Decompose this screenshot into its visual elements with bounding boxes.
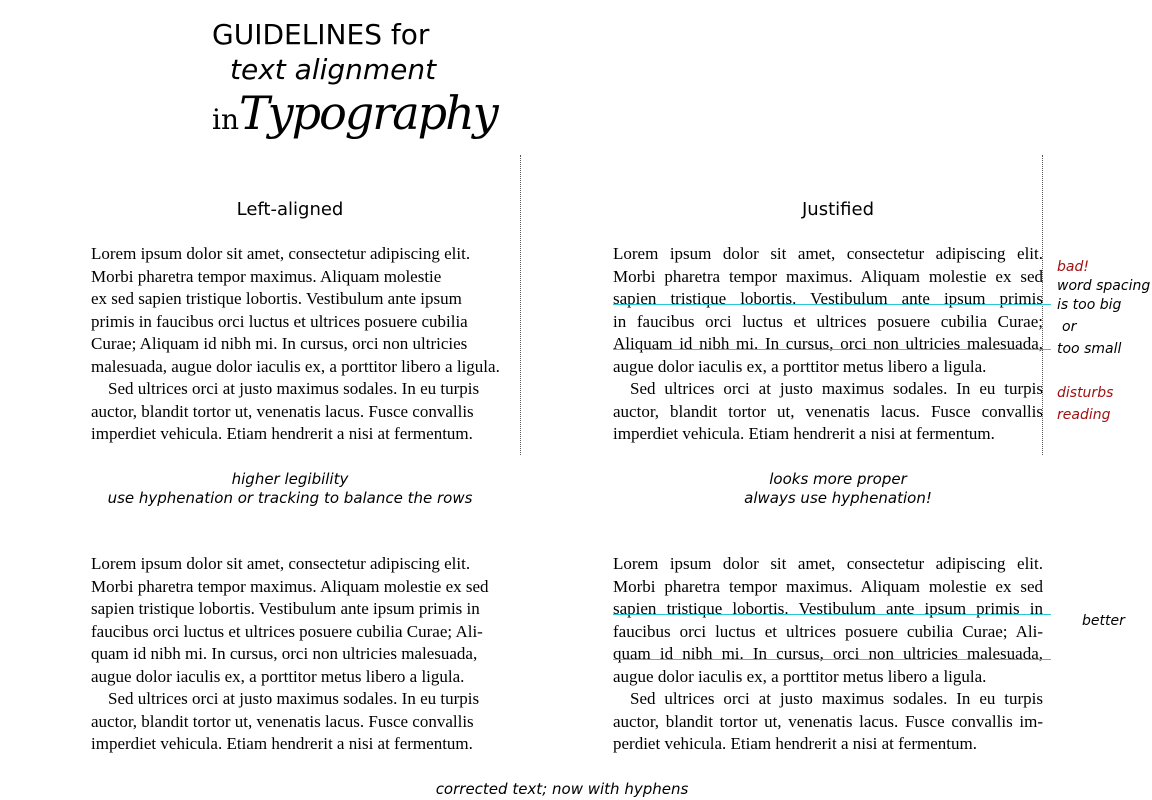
paragraph-line: Lorem ipsum dolor sit amet, consectetur adipiscing elit. (613, 244, 1043, 263)
bottom-caption: corrected text; now with hyphens (435, 780, 689, 798)
word-spacing-annotation: word spacing (1057, 278, 1151, 294)
disturbs-annotation: disturbs (1057, 385, 1114, 401)
title-script-word: Typography (239, 86, 497, 140)
paragraph-line: auctor, blandit tortor ut, venenatis lacus. Fusce convallis (91, 711, 474, 731)
paragraph-line: imperdiet vehicula. Etiam hendrerit a nisi at fermentum. (613, 424, 995, 443)
paragraph-line: Morbi pharetra tempor maximus. Aliquam molestie ex sed (613, 266, 1043, 286)
paragraph-line: sapien tristique lobortis. Vestibulum ante ipsum primis in (91, 599, 480, 618)
left-column-margin-guide (520, 155, 521, 455)
paragraph-line: quam id nibh mi. In cursus, orci non ultricies malesuada, (613, 644, 1043, 663)
left-caption-line-1: higher legibility (231, 470, 349, 488)
problem-row-underline (613, 304, 1051, 305)
left-caption-line-2: use hyphenation or tracking to balance the rows (107, 489, 473, 507)
paragraph-line: imperdiet vehicula. Etiam hendrerit a nisi at fermentum. (91, 734, 473, 753)
justified-heading: Justified (802, 199, 874, 220)
paragraph-line: Morbi pharetra tempor maximus. Aliquam molestie ex sed (613, 576, 1043, 596)
too-big-annotation: is too big (1057, 297, 1122, 313)
title-line-1: GUIDELINES for (212, 18, 430, 51)
paragraph-line: Sed ultrices orci at justo maximus sodales. In eu turpis (630, 689, 1043, 708)
corrected-justified-paragraph (613, 553, 1043, 756)
paragraph-line: Lorem ipsum dolor sit amet, consectetur adipiscing elit. (91, 244, 471, 263)
paragraph-line: faucibus orci luctus et ultrices posuere cubilia Curae; Ali- (91, 621, 483, 641)
paragraph-line: primis in faucibus orci luctus et ultrices posuere cubilia (91, 311, 468, 331)
paragraph-line: Sed ultrices orci at justo maximus sodales. In eu turpis (108, 379, 480, 398)
right-caption-line-2: always use hyphenation! (744, 489, 932, 507)
title-prefix: in (212, 103, 239, 136)
paragraph-line: quam id nibh mi. In cursus, orci non ultricies malesuada, (91, 644, 478, 663)
paragraph-line: in faucibus orci luctus et ultrices posuere cubilia Curae; (613, 311, 1043, 331)
paragraph-line: auctor, blandit tortor ut, venenatis lacus. Fusce convallis (91, 401, 474, 421)
paragraph-line: sapien tristique lobortis. Vestibulum ante ipsum primis (613, 289, 1043, 308)
title-line-3 (212, 86, 497, 140)
paragraph-line: ex sed sapien tristique lobortis. Vestibulum ante ipsum (91, 289, 462, 308)
paragraph-line: Morbi pharetra tempor maximus. Aliquam molestie (91, 266, 442, 286)
justified-paragraph (613, 243, 1043, 446)
reading-annotation: reading (1057, 407, 1111, 423)
title-line-2: text alignment (230, 53, 437, 86)
paragraph-line: auctor, blandit tortor ut, venenatis lacus. Fusce convallis (613, 401, 1043, 421)
bad-annotation: bad! (1057, 259, 1089, 275)
paragraph-line: imperdiet vehicula. Etiam hendrerit a nisi at fermentum. (91, 424, 473, 443)
left-aligned-paragraph (91, 243, 500, 446)
paragraph-line: augue dolor iaculis ex, a porttitor metus libero a ligula. (91, 666, 465, 686)
paragraph-line: Aliquam id nibh mi. In cursus, orci non ultricies malesuada, (613, 334, 1043, 353)
paragraph-line: Lorem ipsum dolor sit amet, consectetur adipiscing elit. (613, 554, 1043, 573)
paragraph-line: faucibus orci luctus et ultrices posuere cubilia Curae; Ali- (613, 621, 1043, 641)
too-small-annotation: too small (1057, 341, 1122, 357)
or-annotation: or (1062, 319, 1077, 335)
paragraph-line: Morbi pharetra tempor maximus. Aliquam molestie ex sed (91, 576, 489, 596)
paragraph-line: auctor, blandit tortor ut, venenatis lacus. Fusce convallis im- (613, 711, 1043, 731)
left-aligned-heading: Left-aligned (236, 199, 344, 220)
paragraph-line: augue dolor iaculis ex, a porttitor metus libero a ligula. (613, 356, 987, 376)
right-caption-line-1: looks more proper (769, 470, 907, 488)
paragraph-line: malesuada, augue dolor iaculis ex, a porttitor libero a ligula. (91, 356, 500, 376)
better-annotation: better (1082, 613, 1125, 629)
paragraph-line: Sed ultrices orci at justo maximus sodales. In eu turpis (108, 689, 480, 708)
paragraph-line: Lorem ipsum dolor sit amet, consectetur adipiscing elit. (91, 554, 471, 573)
paragraph-line: augue dolor iaculis ex, a porttitor metus libero a ligula. (613, 666, 987, 686)
paragraph-line: Sed ultrices orci at justo maximus sodales. In eu turpis (630, 379, 1043, 398)
problem-row-underline (613, 349, 1051, 350)
corrected-row-underline (613, 659, 1051, 660)
paragraph-line: Curae; Aliquam id nibh mi. In cursus, orci non ultricies (91, 334, 468, 353)
paragraph-line: sapien tristique lobortis. Vestibulum ante ipsum primis in (613, 599, 1043, 618)
paragraph-line: perdiet vehicula. Etiam hendrerit a nisi at fermentum. (613, 734, 977, 753)
corrected-row-underline (613, 614, 1051, 615)
corrected-left-paragraph (91, 553, 489, 756)
